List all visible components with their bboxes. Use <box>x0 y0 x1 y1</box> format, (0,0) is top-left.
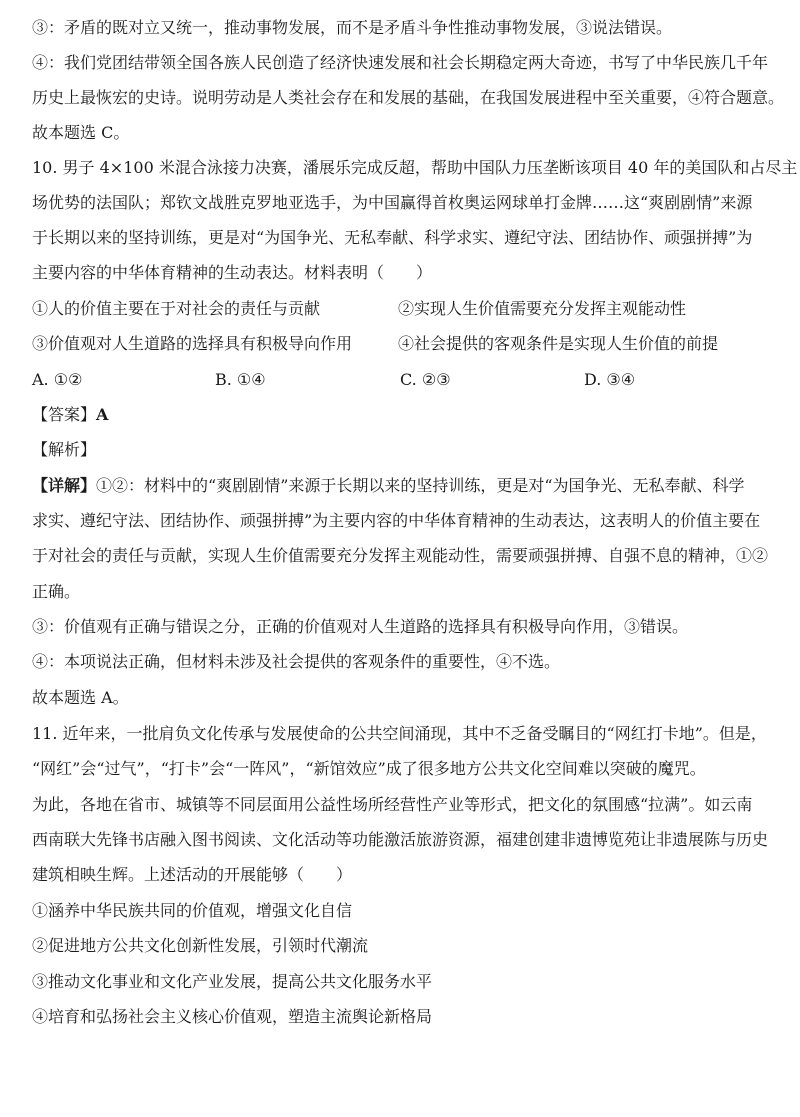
q11-stem-line: 西南联大先锋书店融入图书阅读、文化活动等功能激活旅游资源，福建创建非遗博览苑让非遗展陈与历史 <box>32 830 769 849</box>
q10-choice-c: C. ②③ <box>400 370 451 389</box>
conclusion-line: 故本题选 A。 <box>32 688 129 707</box>
answer-line <box>32 405 772 425</box>
text-line: 历史上最恢宏的史诗。说明劳动是人类社会存在和发展的基础，在我国发展进程中至关重要，④符合题意。 <box>32 88 785 107</box>
q11-stem-line: 11. 近年来，一批肩负文化传承与发展使命的公共空间涌现，其中不乏备受瞩目的“网红打卡地”。但是， <box>32 724 767 743</box>
q10-statement-4: ④社会提供的客观条件是实现人生价值的前提 <box>398 334 719 353</box>
text-line: ③：矛盾的既对立又统一，推动事物发展，而不是矛盾斗争性推动事物发展，③说法错误。 <box>32 18 673 37</box>
q10-stem-line: 于长期以来的坚持训练，更是对“为国争光、无私奉献、科学求实、遵纪守法、团结协作、顽强拼搏”为 <box>32 228 753 247</box>
text-line: ④：我们党团结带领全国各族人民创造了经济快速发展和社会长期稳定两大奇迹，书写了中华民族几千年 <box>32 53 769 72</box>
detail-line: 于对社会的责任与贡献，实现人生价值需要充分发挥主观能动性，需要顽强拼搏、自强不息的精神，①② <box>32 546 769 565</box>
q10-statement-1: ①人的价值主要在于对社会的责任与贡献 <box>32 299 321 318</box>
q11-stem-line: 为此，各地在省市、城镇等不同层面用公益性场所经营性产业等形式，把文化的氛围感“拉满”。如云南 <box>32 795 753 814</box>
q10-stem-line: 10. 男子 4×100 米混合泳接力决赛，潘展乐完成反超，帮助中国队力压垄断该项目 40 年的美国队和占尽主 <box>32 158 798 177</box>
q10-choice-d: D. ③④ <box>584 370 636 389</box>
q10-statement-3: ③价值观对人生道路的选择具有积极导向作用 <box>32 334 353 353</box>
q11-statement-1: ①涵养中华民族共同的价值观，增强文化自信 <box>32 901 353 920</box>
q11-statement-4: ④培育和弘扬社会主义核心价值观，塑造主流舆论新格局 <box>32 1007 433 1026</box>
detail-line <box>32 476 772 496</box>
q10-choice-b: B. ①④ <box>215 370 266 389</box>
analysis-label: 【解析】 <box>32 440 97 459</box>
q10-stem-line: 场优势的法国队；郑钦文战胜克罗地亚选手，为中国赢得首枚奥运网球单打金牌……这“爽剧剧情”来源 <box>32 193 753 212</box>
q11-statement-3: ③推动文化事业和文化产业发展，提高公共文化服务水平 <box>32 972 433 991</box>
detail-line: ③：价值观有正确与错误之分，正确的价值观对人生道路的选择具有积极导向作用，③错误。 <box>32 617 689 636</box>
detail-text: ①②：材料中的“爽剧剧情”来源于长期以来的坚持训练，更是对“为国争光、无私奉献、科学 <box>96 476 745 495</box>
q10-statement-2: ②实现人生价值需要充分发挥主观能动性 <box>398 299 687 318</box>
detail-label: 【详解】 <box>32 476 97 495</box>
answer-value: A <box>96 405 109 424</box>
q11-stem-line: “网红”会“过气”，“打卡”会“一阵风”，“新馆效应”成了很多地方公共文化空间难以突破的魔咒。 <box>32 759 706 778</box>
q10-choice-a: A. ①② <box>32 370 83 389</box>
detail-line: 正确。 <box>32 582 81 601</box>
q11-stem-line: 建筑相映生辉。上述活动的开展能够（ ） <box>32 865 353 884</box>
detail-line: 求实、遵纪守法、团结协作、顽强拼搏”为主要内容的中华体育精神的生动表达，这表明人的价值主要在 <box>32 511 761 530</box>
answer-label: 【答案】 <box>32 405 97 424</box>
q10-stem-line: 主要内容的中华体育精神的生动表达。材料表明（ ） <box>32 263 433 282</box>
detail-line: ④：本项说法正确，但材料未涉及社会提供的客观条件的重要性，④不选。 <box>32 652 561 671</box>
q11-statement-2: ②促进地方公共文化创新性发展，引领时代潮流 <box>32 936 369 955</box>
conclusion-line: 故本题选 C。 <box>32 123 130 142</box>
